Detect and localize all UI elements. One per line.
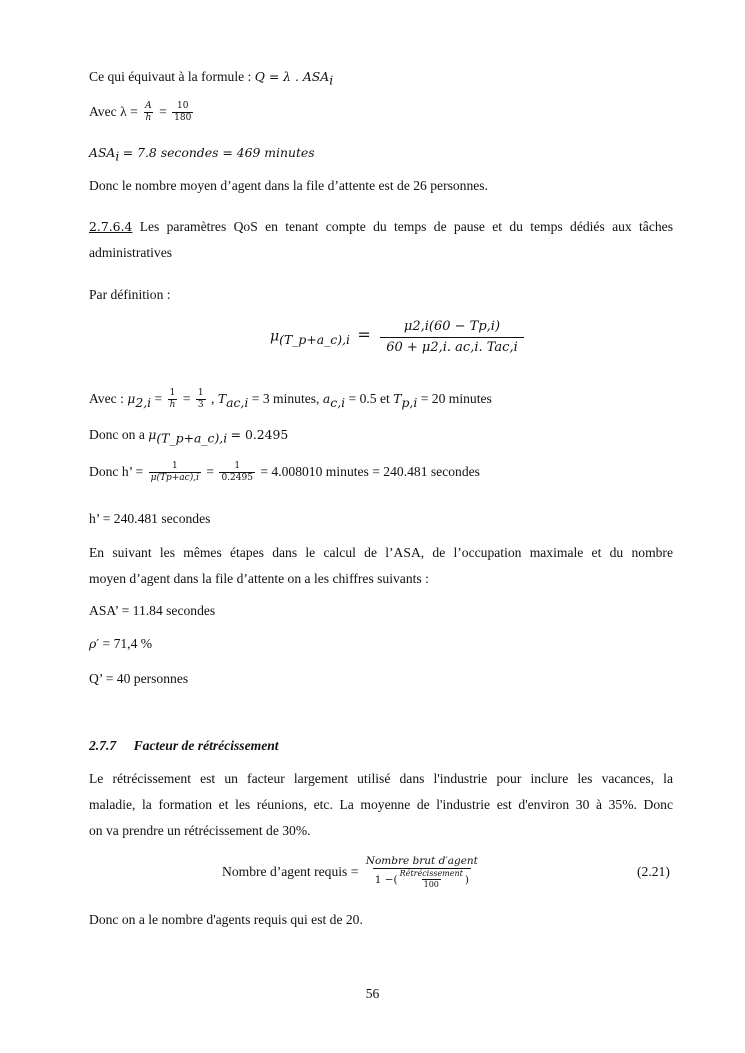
- avec-t: T: [393, 391, 402, 407]
- avec-a-sub: c,i: [330, 394, 346, 410]
- asa-line: [89, 145, 315, 164]
- agents-equation: [222, 856, 482, 890]
- mu-numerator: μ2,i(60 − Tp,i): [403, 319, 501, 334]
- donc-h-f2-num: 1: [234, 461, 241, 471]
- subsection-heading-line-2: administratives: [89, 245, 173, 260]
- agents-fraction: [364, 856, 480, 890]
- retrec-line-2: maladie, la formation et les réunions, etc. La moyenne de l'industrie est d'environ 30 à 35%. Donc: [89, 797, 673, 812]
- donc-h-line: Donc h’ = $\frac{1}{\mu(Tp+ac),i}$ = $\frac{1}{0.2495}$ = 4.008010 minutes = 240.481 secondes: [89, 461, 480, 484]
- lambda-num-1: A: [145, 101, 152, 111]
- mu-equation: $\mu_{(T\_p+a\_c),i}$ = $\frac{\mu 2,i(60 - Tp,i)}{\text{60 + μ2,i. ac,i. Tac,i}}$: [270, 320, 526, 354]
- avec-fraction-1: [168, 389, 178, 411]
- avec-rest-a: = 3 minutes,: [251, 391, 320, 407]
- suivant-line-1: En suivant les mêmes étapes dans le calcul de l’ASA, de l’occupation maximale et du nombre: [89, 545, 673, 560]
- section-heading: [89, 739, 279, 753]
- q-prime-line: Q’ = 40 personnes: [89, 671, 189, 686]
- retrec-line-1: Le rétrécissement est un facteur largement utilisé dans l'industrie pour inclure les vacances, la: [89, 771, 673, 786]
- formula-intro-text: Ce qui équivaut à la formule :: [89, 69, 252, 84]
- donc-h-fraction-2: [219, 462, 255, 484]
- lambda-fraction-2: [172, 102, 193, 124]
- mu-lhs: μ: [270, 328, 280, 345]
- lambda-den-1: h: [145, 113, 152, 124]
- mu-lhs-sub: (T_p+a_c),i: [279, 331, 350, 347]
- rho-prime-line: [89, 637, 152, 651]
- asa-prime-line: ASA’ = 11.84 secondes: [89, 603, 216, 618]
- retrec-line-3: on va prendre un rétrécissement de 30%.: [89, 823, 311, 838]
- mu-fraction: [380, 320, 524, 354]
- avec-fraction-2: [196, 389, 206, 411]
- donc-h-f2-den: 0.2495: [221, 473, 253, 484]
- donc-mu-value: = 0.2495: [230, 427, 289, 442]
- lambda-den-2: 180: [174, 113, 192, 124]
- asa-sub: i: [115, 148, 120, 164]
- suivant-line-2: moyen d’agent dans la file d’attente on a les chiffres suivants :: [89, 571, 429, 586]
- retrec-inner-fraction: [398, 870, 465, 890]
- mu-denominator: 60 + μ2,i. ac,i. Tac,i: [380, 337, 524, 355]
- avec-a: a: [322, 391, 331, 407]
- avec-lambda-text: Avec λ: [89, 104, 127, 120]
- lambda-fraction-1: [143, 102, 154, 124]
- par-definition: Par définition :: [89, 287, 171, 302]
- asa-rhs: = 7.8 secondes = 469 minutes: [122, 145, 315, 160]
- donc-mu-sub: (T_p+a_c),i: [156, 430, 228, 446]
- avec-f2-den: 3: [197, 400, 204, 411]
- avec-f1-num: 1: [169, 388, 176, 398]
- formula-intro-line: [89, 69, 334, 88]
- avec-mu: μ: [127, 391, 136, 407]
- avec-mu-sub: 2,i: [135, 394, 152, 410]
- donc-mu-line: [89, 427, 289, 446]
- formula-q-sub: i: [329, 72, 334, 88]
- lambda-line: Avec λ = $\frac{A}{h}$ = $\frac{10}{180}$: [89, 101, 192, 124]
- section-title: Facteur de rétrécissement: [133, 738, 279, 753]
- avec-rest-c: = 20 minutes: [420, 391, 492, 407]
- avec-rest-b: = 0.5 et: [348, 391, 390, 407]
- lambda-num-2: 10: [177, 101, 189, 111]
- rho-prime-symbol: ρ′: [89, 636, 100, 651]
- agents-equation-label: Nombre d’agent requis =: [222, 864, 359, 880]
- equation-number: (2.21): [637, 864, 670, 879]
- subsection-title-part-1: Les paramètres QoS en tenant compte du temps de pause et du temps dédiés aux tâches: [139, 219, 673, 234]
- donc-h-label: Donc h’ =: [89, 464, 144, 480]
- donc-mu-symbol: μ: [148, 427, 157, 442]
- subsection-number: 2.7.6.4: [89, 219, 133, 234]
- avec-parameters-line: Avec : $\mu_{2,i}$ = $\frac{1}{h}$ = $\frac{1}{3}$ , $T_{ac,i} = 3$ minutes, $a_{c,i} = 0.5$ et $T_{p,i} = 20$ minutes: [89, 388, 492, 411]
- avec-t-sub: p,i: [401, 394, 418, 410]
- subsection-heading-line-1: [89, 220, 673, 234]
- avec-tac: T: [217, 391, 227, 407]
- page-number: 56: [365, 986, 380, 1001]
- h-prime-line: h’ = 240.481 secondes: [89, 511, 211, 526]
- agents-den-post: ): [464, 873, 469, 886]
- asa-symbol: ASA: [89, 145, 116, 160]
- donc-h-fraction-1: [149, 462, 201, 484]
- agents-numerator: Nombre brut d′agent: [365, 855, 478, 867]
- agents-denominator: [373, 868, 471, 890]
- avec-f1-den: h: [169, 400, 176, 411]
- section-number: 2.7.7: [89, 738, 117, 753]
- agents-den-pre: 1 −(: [374, 873, 398, 886]
- avec-label: Avec :: [89, 391, 124, 407]
- donc-h-f1-num: 1: [171, 461, 178, 471]
- avec-tac-sub: ac,i: [226, 394, 249, 410]
- donc-h-f1-den: μ(Tp+ac),i: [150, 473, 199, 484]
- moyen-line: Donc le nombre moyen d’agent dans la file d’attente est de 26 personnes.: [89, 178, 488, 193]
- conclusion-line: Donc on a le nombre d'agents requis qui est de 20.: [89, 912, 363, 927]
- donc-h-rest: = 4.008010 minutes = 240.481 secondes: [260, 464, 480, 480]
- rho-prime-value: = 71,4 %: [102, 636, 153, 651]
- donc-mu-label: Donc on a: [89, 427, 145, 442]
- retrec-inner-num: Rétrécissement: [399, 869, 463, 879]
- formula-q: Q = λ . ASA: [254, 69, 330, 84]
- avec-f2-num: 1: [197, 388, 204, 398]
- retrec-inner-den: 100: [423, 880, 439, 890]
